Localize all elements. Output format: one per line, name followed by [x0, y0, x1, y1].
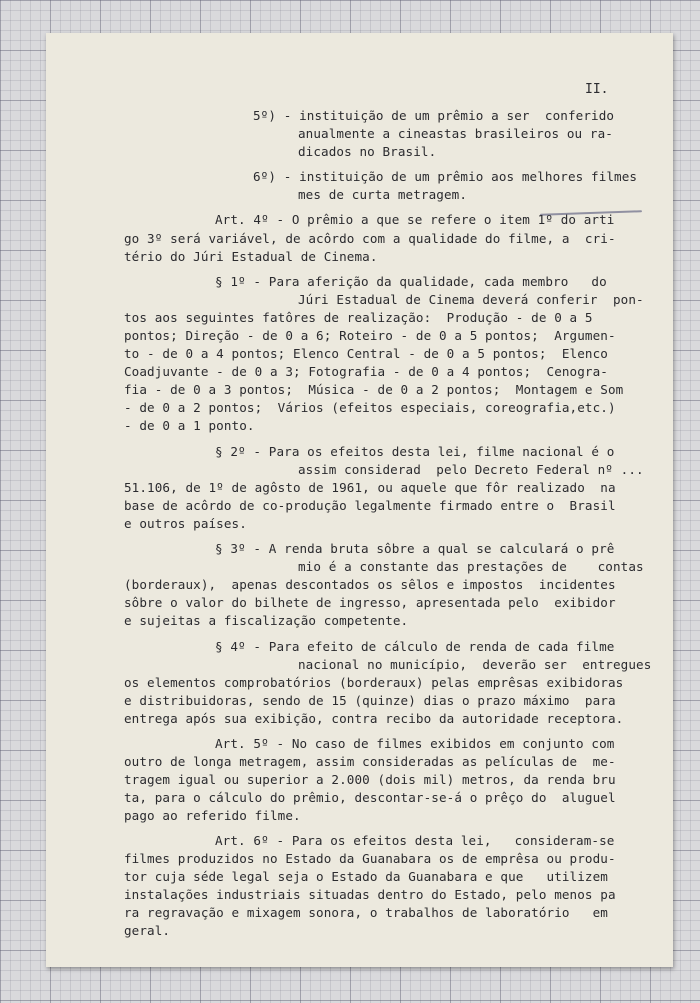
text-line: Coadjuvante - de 0 a 3; Fotografia - de 0 a 4 pontos; Cenogra- — [124, 364, 608, 379]
text-line: e distribuidoras, sendo de 15 (quinze) dias o prazo máximo para — [124, 693, 616, 708]
text-line: e sujeitas a fiscalização competente. — [124, 613, 409, 628]
text-line: dicados no Brasil. — [298, 144, 437, 159]
text-line: Art. 5º - No caso de filmes exibidos em conjunto com — [215, 736, 615, 751]
text-line: ta, para o cálculo do prêmio, descontar-se-á o prêço do aluguel — [124, 790, 616, 805]
text-line: Art. 4º - O prêmio a que se refere o item 1º do arti — [215, 212, 615, 227]
text-line: tragem igual ou superior a 2.000 (dois mil) metros, da renda bru — [124, 772, 616, 787]
text-line: (borderaux), apenas descontados os sêlos e impostos incidentes — [124, 577, 616, 592]
text-line: os elementos comprobatórios (borderaux) pelas emprêsas exibidoras — [124, 675, 624, 690]
text-line: to - de 0 a 4 pontos; Elenco Central - de 0 a 5 pontos; Elenco — [124, 346, 608, 361]
text-line: Art. 6º - Para os efeitos desta lei, consideram-se — [215, 833, 615, 848]
text-line: mio é a constante das prestações de contas — [298, 559, 644, 574]
text-line: Júri Estadual de Cinema deverá conferir pon- — [298, 292, 644, 307]
page-number: II. — [585, 82, 609, 97]
text-line: nacional no município, deverão ser entregues — [298, 657, 652, 672]
text-line: pontos; Direção - de 0 a 6; Roteiro - de 0 a 5 pontos; Argumen- — [124, 328, 616, 343]
text-line: § 4º - Para efeito de cálculo de renda de cada filme — [215, 639, 615, 654]
text-line: outro de longa metragem, assim consideradas as películas de me- — [124, 754, 616, 769]
text-line: fia - de 0 a 3 pontos; Música - de 0 a 2 pontos; Montagem e Som — [124, 382, 624, 397]
text-line: anualmente a cineastas brasileiros ou ra- — [298, 126, 613, 141]
text-line: instalações industriais situadas dentro do Estado, pelo menos pa — [124, 887, 616, 902]
text-line: tério do Júri Estadual de Cinema. — [124, 249, 378, 264]
text-line: 6º) - instituição de um prêmio aos melhores filmes — [253, 169, 638, 184]
text-line: pago ao referido filme. — [124, 808, 301, 823]
text-line: assim considerad pelo Decreto Federal nº ... — [298, 462, 644, 477]
text-line: § 2º - Para os efeitos desta lei, filme nacional é o — [215, 444, 615, 459]
text-line: base de acôrdo de co-produção legalmente firmado entre o Brasil — [124, 498, 616, 513]
text-line: § 3º - A renda bruta sôbre a qual se calculará o prê — [215, 541, 615, 556]
text-line: tos aos seguintes fatôres de realização: Produção - de 0 a 5 — [124, 310, 593, 325]
text-line: sôbre o valor do bilhete de ingresso, apresentada pelo exibidor — [124, 595, 616, 610]
text-line: geral. — [124, 923, 171, 938]
text-line: 51.106, de 1º de agôsto de 1961, ou aquele que fôr realizado na — [124, 480, 616, 495]
text-line: - de 0 a 1 ponto. — [124, 418, 255, 433]
text-line: go 3º será variável, de acôrdo com a qualidade do filme, a cri- — [124, 231, 616, 246]
text-line: e outros países. — [124, 516, 247, 531]
text-line: tor cuja séde legal seja o Estado da Guanabara e que utilizem — [124, 869, 608, 884]
text-line: 5º) - instituição de um prêmio a ser conferido — [253, 108, 615, 123]
text-line: ra regravação e mixagem sonora, o trabalhos de laboratório em — [124, 905, 608, 920]
text-line: § 1º - Para aferição da qualidade, cada membro do — [215, 274, 607, 289]
text-line: mes de curta metragem. — [298, 187, 468, 202]
text-line: entrega após sua exibição, contra recibo da autoridade receptora. — [124, 711, 624, 726]
text-line: - de 0 a 2 pontos; Vários (efeitos especiais, coreografia,etc.) — [124, 400, 616, 415]
text-line: filmes produzidos no Estado da Guanabara os de emprêsa ou produ- — [124, 851, 616, 866]
